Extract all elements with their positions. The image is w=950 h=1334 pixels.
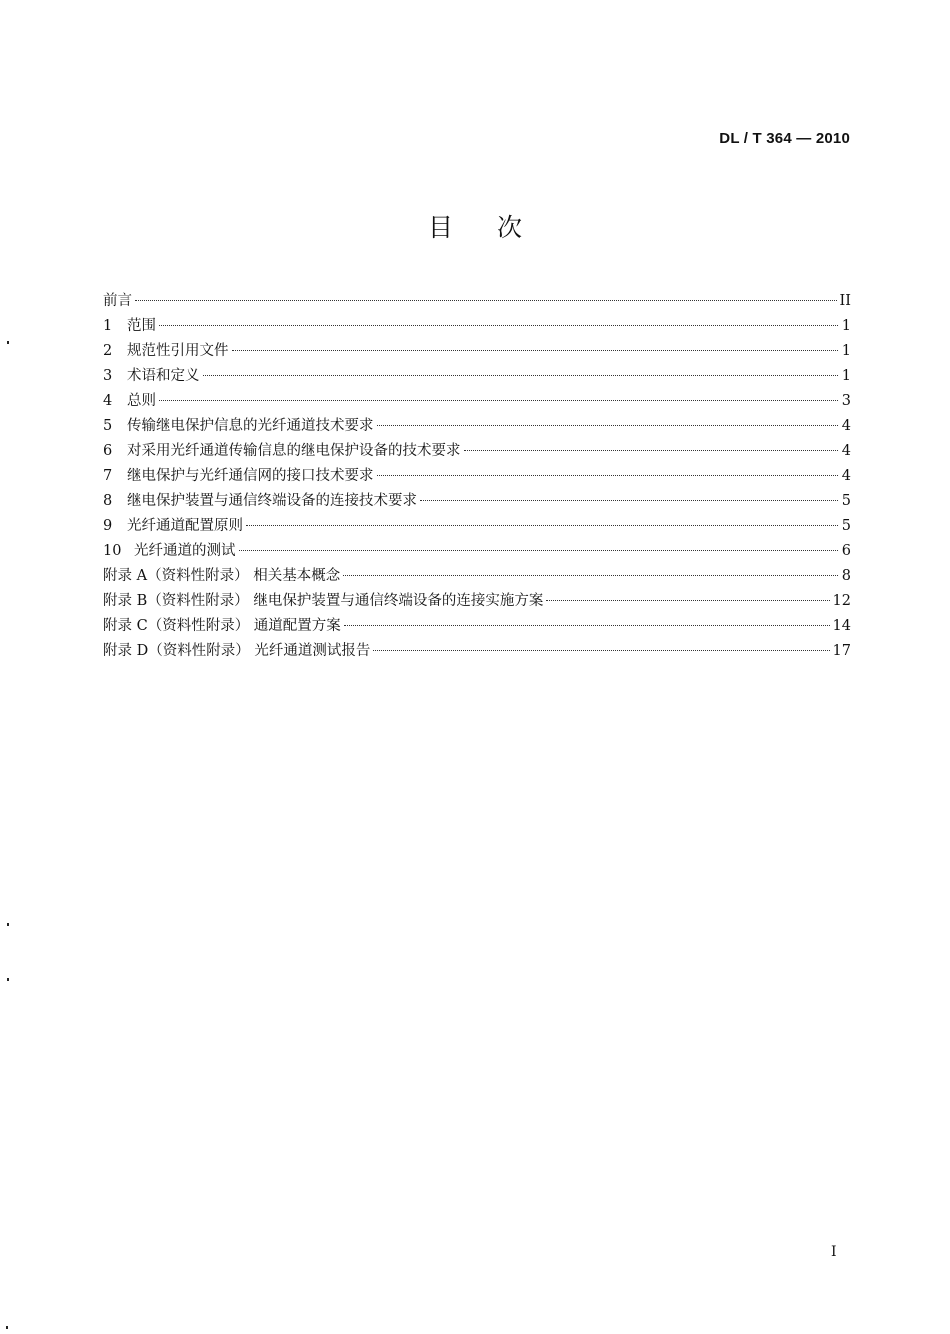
toc-dot-leader <box>203 375 839 376</box>
toc-entry-number: 5 <box>103 418 113 434</box>
toc-entry-page: 8 <box>841 568 851 584</box>
toc-entry-label: 对采用光纤通道传输信息的继电保护设备的技术要求 <box>127 443 461 459</box>
scan-speck <box>7 341 9 344</box>
toc-entry-label: 继电保护与光纤通信网的接口技术要求 <box>127 468 374 484</box>
toc-entry[interactable] <box>103 389 851 414</box>
toc-entry-label: 范围 <box>127 318 156 334</box>
toc-dot-leader <box>373 650 829 651</box>
table-of-contents <box>103 289 851 664</box>
toc-entry-page: 14 <box>832 618 851 634</box>
toc-dot-leader <box>546 600 829 601</box>
toc-entry-label: 继电保护装置与通信终端设备的连接技术要求 <box>127 493 417 509</box>
toc-dot-leader <box>246 525 838 526</box>
toc-entry[interactable] <box>103 414 851 439</box>
toc-dot-leader <box>232 350 839 351</box>
toc-entry-number: 1 <box>103 318 113 334</box>
toc-entry[interactable] <box>103 589 851 614</box>
toc-entry-page: 3 <box>841 393 851 409</box>
toc-entry-label: 传输继电保护信息的光纤通道技术要求 <box>127 418 374 434</box>
toc-entry[interactable] <box>103 564 851 589</box>
toc-entry-label: 总则 <box>127 393 156 409</box>
toc-entry-page: 4 <box>841 418 851 434</box>
toc-dot-leader <box>135 300 837 301</box>
toc-entry-label: 附录 B（资料性附录） 继电保护装置与通信终端设备的连接实施方案 <box>103 593 544 609</box>
toc-entry-page: 4 <box>841 468 851 484</box>
toc-entry-page: 12 <box>832 593 851 609</box>
toc-entry-number: 8 <box>103 493 113 509</box>
toc-entry-page: 5 <box>841 493 851 509</box>
toc-entry[interactable] <box>103 514 851 539</box>
toc-entry-number: 3 <box>103 368 113 384</box>
toc-entry-page: II <box>839 293 851 309</box>
toc-entry[interactable] <box>103 539 851 564</box>
toc-entry-label: 规范性引用文件 <box>127 343 229 359</box>
toc-entry-label: 附录 A（资料性附录） 相关基本概念 <box>103 568 341 584</box>
toc-entry[interactable] <box>103 614 851 639</box>
toc-dot-leader <box>343 575 838 576</box>
toc-dot-leader <box>239 550 839 551</box>
page-number: I <box>831 1244 837 1260</box>
toc-dot-leader <box>464 450 839 451</box>
toc-entry[interactable] <box>103 439 851 464</box>
toc-entry-number: 4 <box>103 393 113 409</box>
toc-entry-page: 4 <box>841 443 851 459</box>
toc-entry[interactable] <box>103 339 851 364</box>
toc-entry-page: 1 <box>841 318 851 334</box>
toc-entry-label: 术语和定义 <box>127 368 200 384</box>
toc-entry-number: 9 <box>103 518 113 534</box>
toc-entry-page: 5 <box>841 518 851 534</box>
scan-speck <box>7 923 9 926</box>
toc-entry[interactable] <box>103 639 851 664</box>
standard-code: DL / T 364 — 2010 <box>719 130 850 147</box>
toc-entry-number: 7 <box>103 468 113 484</box>
toc-dot-leader <box>377 425 839 426</box>
toc-entry-label: 前言 <box>103 293 132 309</box>
toc-entry[interactable] <box>103 314 851 339</box>
toc-dot-leader <box>159 400 838 401</box>
toc-entry-page: 1 <box>841 368 851 384</box>
toc-entry-label: 光纤通道的测试 <box>134 543 236 559</box>
toc-entry-label: 附录 C（资料性附录） 通道配置方案 <box>103 618 341 634</box>
toc-entry-page: 6 <box>841 543 851 559</box>
scan-speck <box>7 978 9 981</box>
toc-dot-leader <box>377 475 839 476</box>
toc-entry-number: 2 <box>103 343 113 359</box>
toc-dot-leader <box>159 325 838 326</box>
toc-dot-leader <box>420 500 838 501</box>
toc-title: 目次 <box>427 213 566 242</box>
scan-speck <box>6 1326 8 1329</box>
toc-entry-number: 10 <box>103 543 122 559</box>
toc-entry[interactable] <box>103 464 851 489</box>
toc-entry-page: 17 <box>832 643 851 659</box>
toc-entry-number: 6 <box>103 443 113 459</box>
toc-entry-label: 光纤通道配置原则 <box>127 518 243 534</box>
toc-entry-label: 附录 D（资料性附录） 光纤通道测试报告 <box>103 643 371 659</box>
toc-entry[interactable] <box>103 289 851 314</box>
toc-dot-leader <box>344 625 830 626</box>
toc-entry[interactable] <box>103 364 851 389</box>
toc-entry[interactable] <box>103 489 851 514</box>
toc-entry-page: 1 <box>841 343 851 359</box>
